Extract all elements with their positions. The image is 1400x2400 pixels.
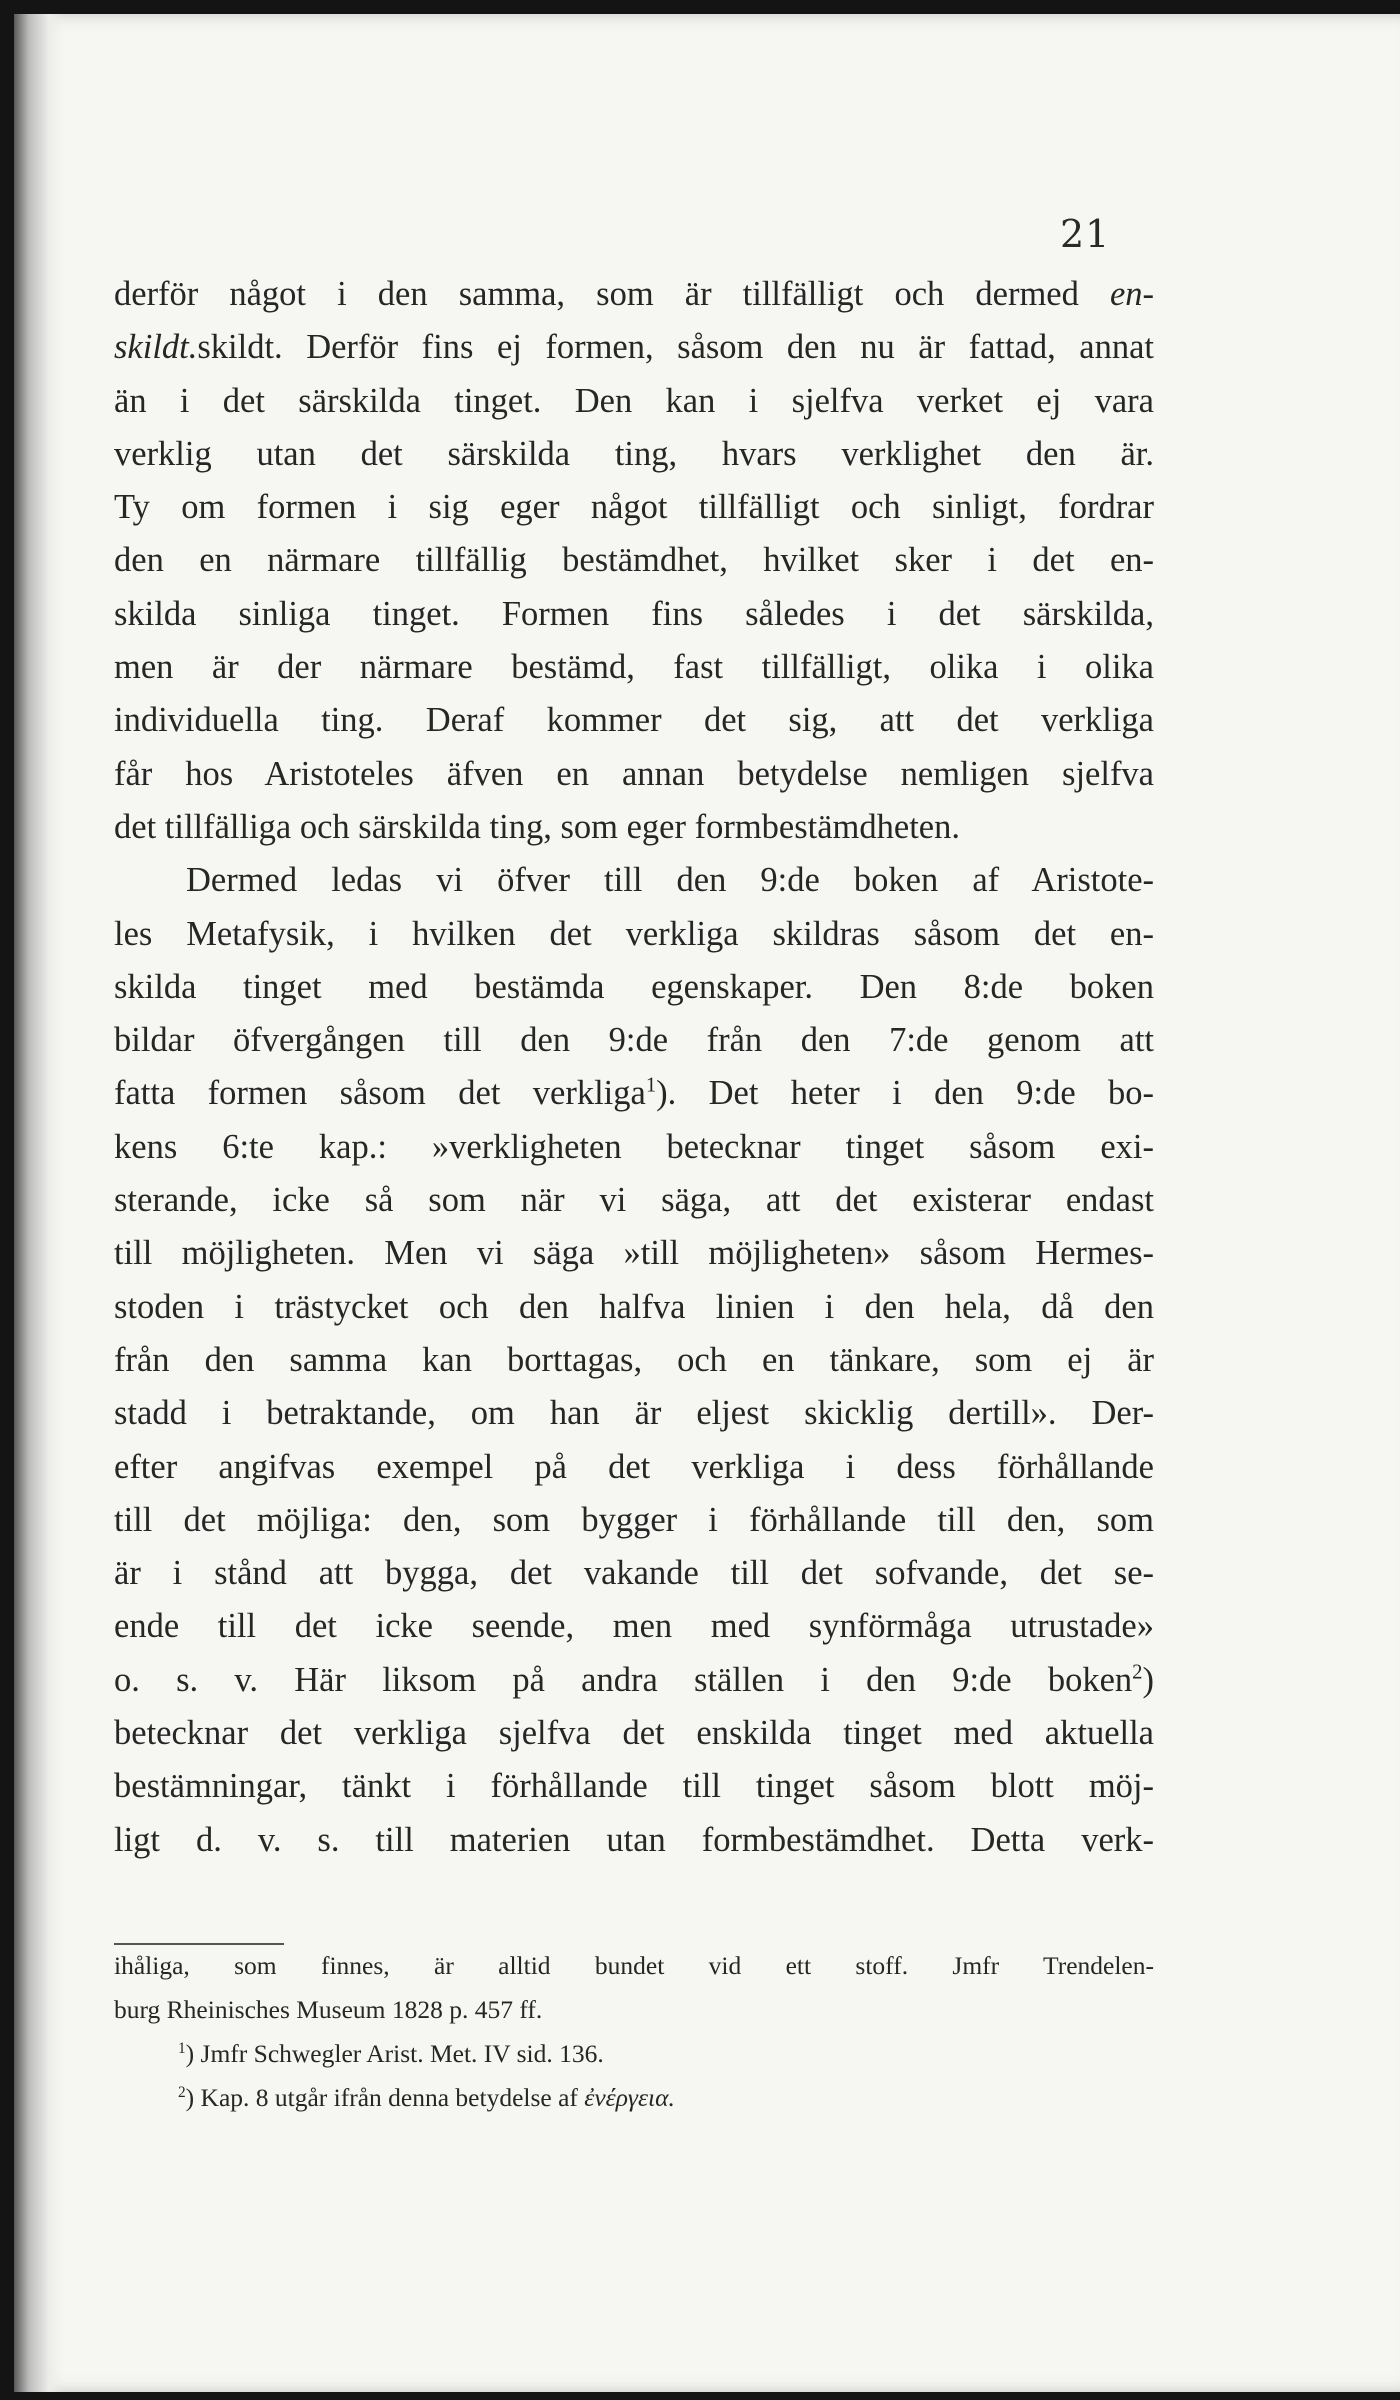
page-number: 21 xyxy=(1060,212,1111,256)
text-line: fatta formen såsom det verkliga$^1$). Det heter i den 9:de bo- xyxy=(114,1074,1155,1113)
footnote-1: $^1$) Jmfr Schwegler Arist. Met. IV sid. 136. xyxy=(178,2039,604,2068)
text-line: till möjligheten. Men vi säga »till möjligheten» såsom Hermes- xyxy=(114,1234,1154,1273)
text-line: kens 6:te kap.: »verkligheten betecknar tinget såsom exi- xyxy=(114,1127,1154,1166)
text-line: ende till det icke seende, men med synförmåga utrustade» xyxy=(114,1607,1154,1646)
text-line: stoden i trästycket och den halfva linien i den hela, då den xyxy=(114,1287,1154,1326)
text-line: bestämningar, tänkt i förhållande till tinget såsom blott möj- xyxy=(114,1767,1154,1806)
footnote-1-marker: 1 xyxy=(178,2039,186,2057)
text-line: stadd i betraktande, om han är eljest skicklig dertill». Der- xyxy=(114,1394,1154,1433)
text-line: efter angifvas exempel på det verkliga i dess förhållande xyxy=(114,1447,1154,1486)
text-line: Ty om formen i sig eger något tillfälligt och sinligt, fordrar xyxy=(114,488,1154,527)
footnote-2: $^2$) Kap. 8 utgår ifrån denna betydelse af ἐνέργεια. xyxy=(178,2083,675,2112)
text-line: sterande, icke så som när vi säga, att det existerar endast xyxy=(114,1181,1154,1220)
text-line: bildar öfvergången till den 9:de från den 7:de genom att xyxy=(114,1021,1154,1060)
footnotes xyxy=(114,1944,1154,2120)
footnote-2-marker: 2 xyxy=(178,2083,186,2101)
text-line: skilda sinliga tinget. Formen fins således i det särskilda, xyxy=(114,594,1154,633)
text-line: till det möjliga: den, som bygger i förhållande till den, som xyxy=(114,1500,1154,1539)
text-line: skildt.skildt. Derför fins ej formen, såsom den nu är fattad, annat xyxy=(114,328,1154,367)
footnote-continuation: burg Rheinisches Museum 1828 p. 457 ff. xyxy=(114,1995,543,2024)
text-line: betecknar det verkliga sjelfva det enskilda tinget med aktuella xyxy=(114,1714,1154,1753)
page-gutter-shadow xyxy=(14,14,64,2392)
text-line: än i det särskilda tinget. Den kan i sjelfva verket ej vara xyxy=(114,381,1154,420)
text-line: men är der närmare bestämd, fast tillfälligt, olika i olika xyxy=(114,648,1154,687)
text-line: derför något i den samma, som är tillfälligt och dermed en- xyxy=(114,275,1154,313)
text-line: verklig utan det särskilda ting, hvars verklighet den är. xyxy=(114,434,1154,473)
text-line: får hos Aristoteles äfven en annan betydelse nemligen sjelfva xyxy=(114,754,1154,793)
text-line: det tillfälliga och särskilda ting, som eger formbestämdheten. xyxy=(114,807,960,846)
text-line: skilda tinget med bestämda egenskaper. Den 8:de boken xyxy=(114,967,1154,1006)
footnote-continuation: ihåliga, som finnes, är alltid bundet vid ett stoff. Jmfr Trendelen- xyxy=(114,1951,1154,1980)
footnote-ref-2: 2 xyxy=(1132,1661,1143,1684)
body-text xyxy=(114,268,1154,1867)
text-line: från den samma kan borttagas, och en tänkare, som ej är xyxy=(114,1340,1154,1379)
paragraph-start-line: Dermed ledas vi öfver till den 9:de boken af Aristote- xyxy=(186,861,1154,900)
text-line: o. s. v. Här liksom på andra ställen i den 9:de boken$^2$) xyxy=(114,1660,1154,1699)
text-line: den en närmare tillfällig bestämdhet, hvilket sker i det en- xyxy=(114,541,1154,580)
text-line: ligt d. v. s. till materien utan formbestämdhet. Detta verk- xyxy=(114,1820,1154,1859)
text-line: är i stånd att bygga, det vakande till det sofvande, det se- xyxy=(114,1554,1154,1593)
footnote-ref-1: 1 xyxy=(645,1075,657,1098)
text-line: individuella ting. Deraf kommer det sig, att det verkliga xyxy=(114,701,1154,740)
text-line: les Metafysik, i hvilken det verkliga skildras såsom det en- xyxy=(114,914,1154,953)
